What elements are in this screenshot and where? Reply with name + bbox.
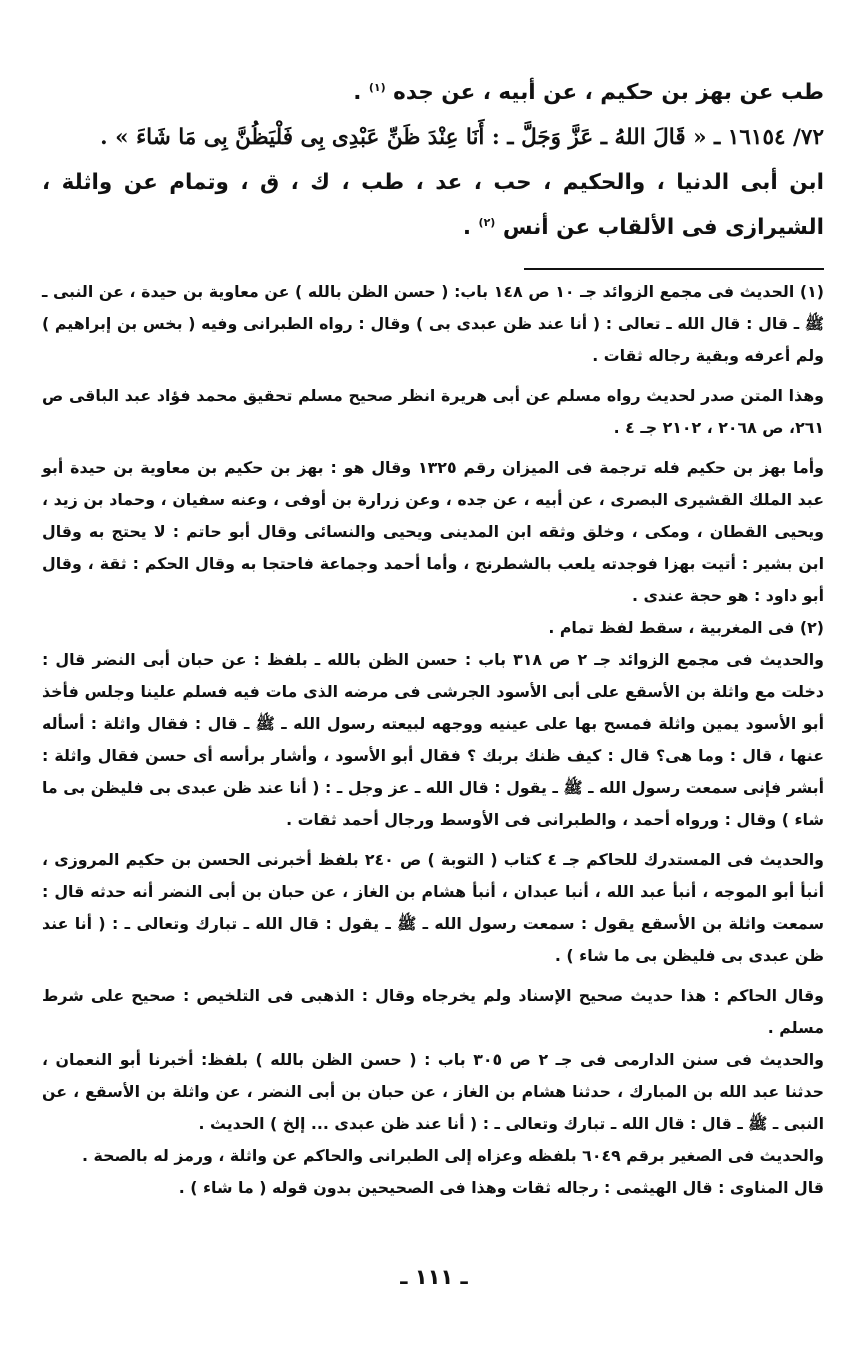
footnote-paragraph: والحديث فى الصغير برقم ٦٠٤٩ بلفظه وعزاه إلى الطبرانى والحاكم عن واثلة ، ورمز له بالصحة . bbox=[82, 1146, 824, 1165]
footnote-paragraph: وقال الحاكم : هذا حديث صحيح الإسناد ولم يخرجاه وقال : الذهبى فى التلخيص : صحيح على شرط مسلم . bbox=[42, 986, 824, 1037]
source-line: طب عن بهز بن حكيم ، عن أبيه ، عن جده $^{(١)}$ . bbox=[353, 80, 824, 105]
footnote-paragraph: والحديث فى مجمع الزوائد جـ ٢ ص ٣١٨ باب : حسن الظن بالله ـ بلفظ : عن حبان أبى النضر قال : دخلت مع واثلة بن الأسقع على أبى الأسود الجرشى فى مرضه الذى مات فيه فسلم علينا وجلس فأخذ أبو الأسود يمين واثلة فمسح بها على عينيه ووجهه لبيعته رسول الله ـ ﷺ ـ قال : فقال واثلة : أسأله عنها ، قال : وما هى؟ قال : كيف ظنك بربك ؟ فقال أبو الأسود ، وأشار برأسه أى حسن فقال واثلة : أبشر فإنى سمعت رسول الله ـ ﷺ ـ يقول : قال الله ـ عز وجل ـ : ( أنا عند ظن عبدى بى فليظن بى ما شاء ) وقال : ورواه أحمد ، والطبرانى فى الأوسط ورجال أحمد ثقات . bbox=[42, 650, 825, 829]
takhrij-line: ابن أبى الدنيا ، والحكيم ، حب ، عد ، طب ، ك ، ق ، وتمام عن واثلة ، الشيرازى فى الألقاب عن أنس $^{(٢)}$ . bbox=[42, 170, 824, 240]
footnote-divider bbox=[524, 268, 824, 270]
footnotes bbox=[42, 276, 824, 1204]
footnote-paragraph: والحديث فى المستدرك للحاكم جـ ٤ كتاب ( التوبة ) ص ٢٤٠ بلفظ أخبرنى الحسن بن حكيم المروزى ، أنبأ أبو الموجه ، أنبأ عبد الله ، أنبا عبدان ، أنبأ هشام بن الغاز ، عن حبان بن أبى النضر أنه حدثه قال : سمعت واثلة بن الأسقع يقول : سمعت رسول الله ـ ﷺ ـ يقول : قال الله ـ تبارك وتعالى ـ : ( أنا عند ظن عبدى بى فليظن بى ما شاء ) . bbox=[42, 850, 824, 965]
hadith-text: ٧٢/ ١٦١٥٤ ـ « قَالَ اللهُ ـ عَزَّ وَجَلَّ ـ : أَنَا عِنْدَ ظَنِّ عَبْدِى بِى فَلْيَظُنَّ بِى مَا شَاءَ » . bbox=[100, 125, 824, 150]
main-text bbox=[42, 70, 824, 250]
footnote-paragraph: وهذا المتن صدر لحديث رواه مسلم عن أبى هريرة انظر صحيح مسلم تحقيق محمد فؤاد عبد الباقى ص ٢٦١، ص ٢٠٦٨ ، ٢١٠٢ جـ ٤ . bbox=[42, 386, 824, 437]
footnote-ref-1: (١) bbox=[368, 80, 386, 94]
footnote-paragraph: والحديث فى سنن الدارمى فى جـ ٢ ص ٣٠٥ باب : ( حسن الظن بالله ) بلفظ: أخبرنا أبو النعمان ، حدثنا عبد الله بن المبارك ، حدثنا هشام بن الغاز ، عن حبان بن أبى النضر ، عن واثلة بن الأسقع ، عن النبى ـ ﷺ ـ قال : قال الله ـ تبارك وتعالى ـ : ( أنا عند ظن عبدى ... إلخ ) الحديث . bbox=[42, 1050, 824, 1133]
footnote-paragraph: قال المناوى : قال الهيثمى : رجاله ثقات وهذا فى الصحيحين بدون قوله ( ما شاء ) . bbox=[178, 1178, 824, 1197]
footnote-ref-2: (٢) bbox=[478, 215, 496, 229]
footnote-2: (٢) فى المغربية ، سقط لفظ تمام . bbox=[548, 618, 824, 637]
page-number: ـ ١١١ ـ bbox=[400, 1265, 468, 1289]
footnote-paragraph: وأما بهز بن حكيم فله ترجمة فى الميزان رقم ١٣٢٥ وقال هو : بهز بن حكيم بن معاوية بن حيدة أبو عبد الملك القشيرى البصرى ، عن أبيه ، عن جده ، وعن زرارة بن أوفى ، وعنه سفيان ، وحماد بن زيد ، ويحيى القطان ، ومكى ، وخلق وثقه ابن المدينى ويحيى والنسائى وقال أبو حاتم : لا يحتج به وقال ابن بشير : أتيت بهزا فوجدته يلعب بالشطرنج ، وأما أحمد وجماعة فاحتجا به وقال الحكم : ثقة ، وقال أبو داود : هو حجة عندى . bbox=[42, 458, 824, 605]
footnote-1: (١) الحديث فى مجمع الزوائد جـ ١٠ ص ١٤٨ باب: ( حسن الظن بالله ) عن معاوية بن حيدة ، عن النبى ـ ﷺ ـ قال : قال الله ـ تعالى : ( أنا عند ظن عبدى بى ) وقال : رواه الطبرانى وفيه ( بخس بن إبراهيم ) ولم أعرفه وبقية رجاله ثقات . bbox=[42, 282, 825, 365]
